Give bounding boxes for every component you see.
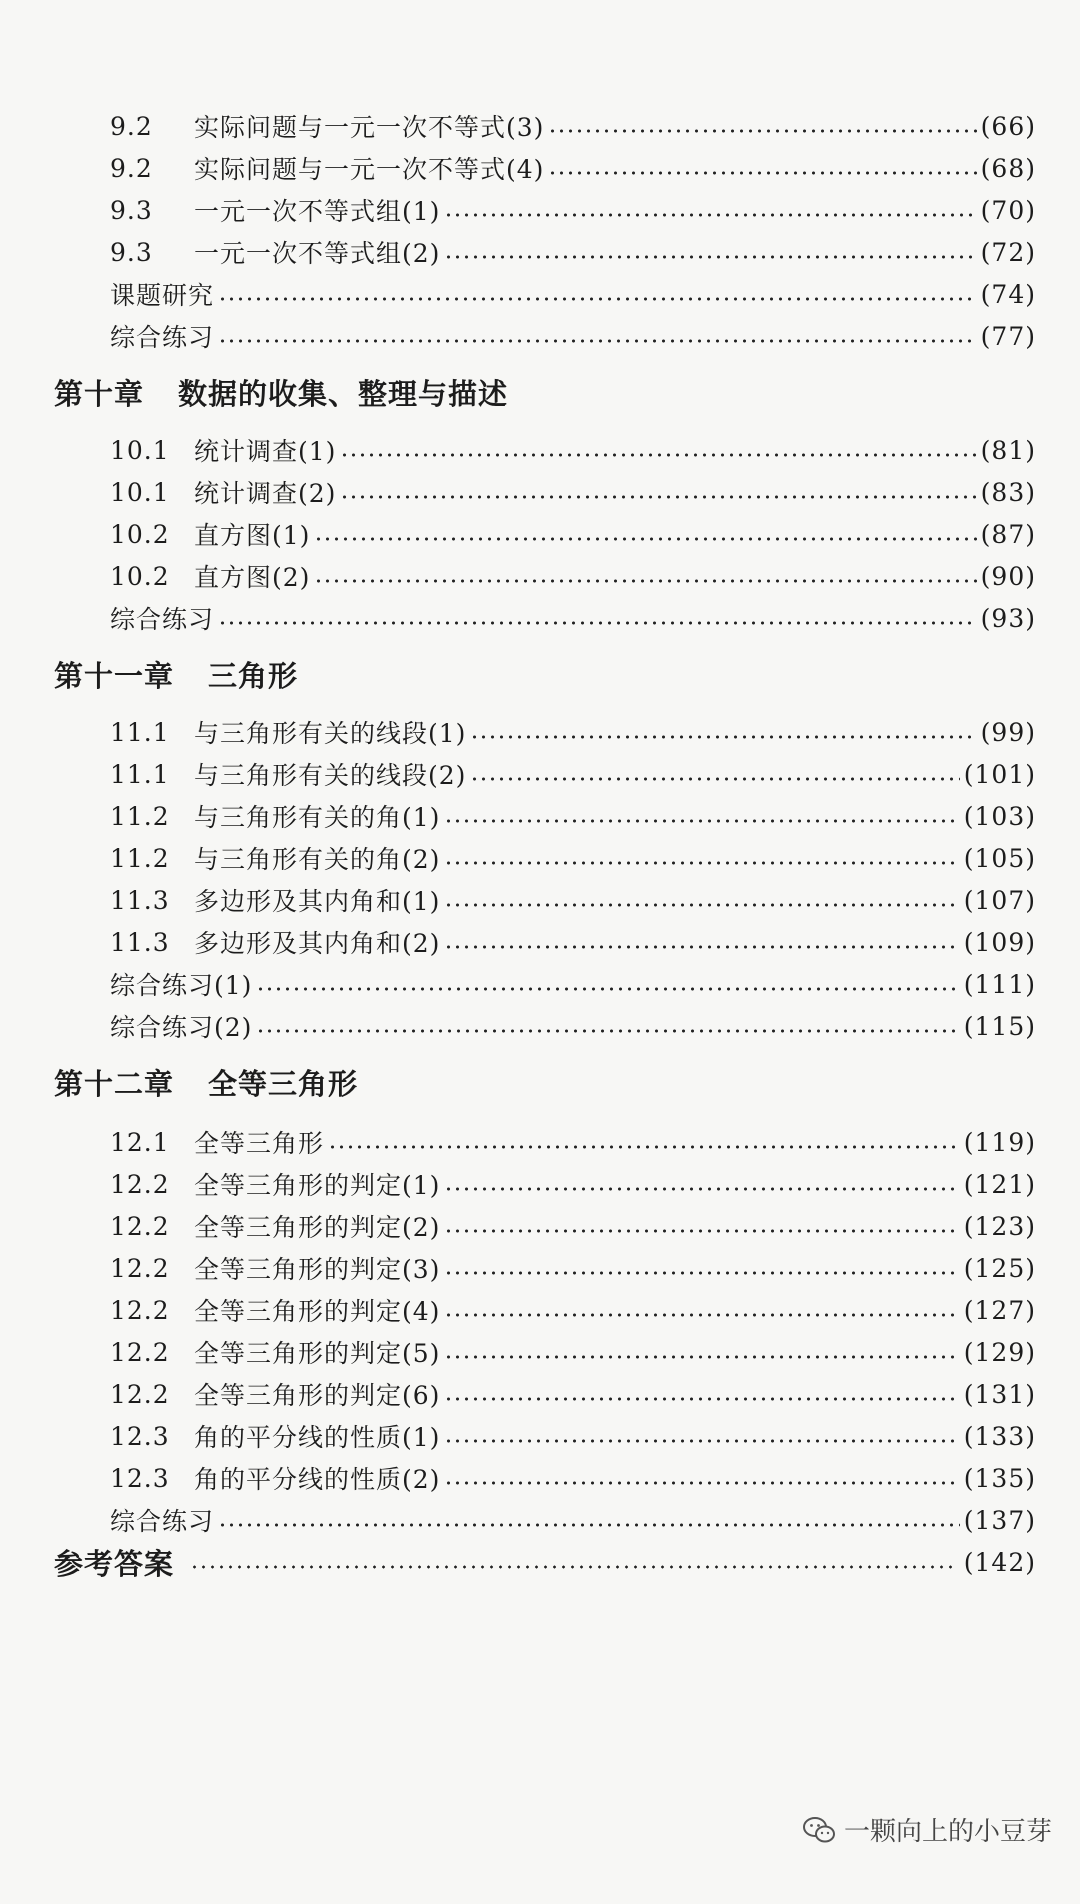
entry-title: 统计调查(1)	[194, 437, 337, 466]
toc-entry[interactable]	[110, 274, 1036, 314]
toc-entry[interactable]	[110, 1006, 1036, 1046]
toc-entry[interactable]	[110, 1248, 1036, 1288]
entry-title: 角的平分线的性质(2)	[194, 1465, 441, 1494]
toc-entry[interactable]	[110, 1374, 1036, 1414]
chapter-label: 第十一章	[54, 659, 175, 693]
entry-title: 全等三角形的判定(1)	[194, 1171, 441, 1200]
dot-leader	[340, 495, 976, 499]
entry-title: 与三角形有关的角(2)	[194, 845, 441, 874]
section-number: 12.2	[110, 1337, 170, 1367]
section-number: 10.1	[110, 435, 170, 465]
page-number: (70)	[980, 195, 1036, 225]
dot-leader	[218, 339, 977, 343]
dot-leader	[444, 1187, 959, 1191]
entry-title: 全等三角形的判定(3)	[194, 1255, 441, 1284]
watermark	[802, 1811, 1052, 1848]
toc-entry[interactable]	[110, 106, 1036, 146]
entry-title: 与三角形有关的角(1)	[194, 803, 441, 832]
toc-entry[interactable]	[110, 754, 1036, 794]
dot-leader	[190, 1565, 958, 1569]
page-number: (90)	[980, 561, 1036, 591]
toc-entry[interactable]	[110, 190, 1036, 230]
entry-title: 全等三角形的判定(2)	[194, 1213, 441, 1242]
page-number: (142)	[963, 1547, 1036, 1577]
page-number: (81)	[980, 435, 1036, 465]
page-number: (72)	[980, 237, 1036, 267]
section-number: 10.2	[110, 519, 170, 549]
dot-leader	[444, 255, 976, 259]
toc-entry[interactable]	[110, 922, 1036, 962]
dot-leader	[444, 903, 959, 907]
dot-leader	[444, 1313, 959, 1317]
dot-leader	[548, 171, 976, 175]
entry-title: 综合练习(2)	[110, 1013, 253, 1042]
section-number: 11.1	[110, 759, 170, 789]
page-number: (87)	[980, 519, 1036, 549]
toc-entry[interactable]	[110, 1206, 1036, 1246]
answers-title: 参考答案	[54, 1546, 175, 1581]
section-number: 11.2	[110, 801, 170, 831]
dot-leader	[256, 1029, 959, 1033]
dot-leader	[340, 453, 976, 457]
toc-entry[interactable]	[110, 472, 1036, 512]
section-number: 11.3	[110, 927, 170, 957]
entry-title: 综合练习	[110, 1507, 215, 1536]
dot-leader	[548, 129, 976, 133]
section-number: 11.2	[110, 843, 170, 873]
section-number: 11.3	[110, 885, 170, 915]
dot-leader	[314, 537, 976, 541]
section-number: 12.3	[110, 1421, 170, 1451]
chapter-title: 全等三角形	[208, 1067, 359, 1101]
toc-entry[interactable]	[110, 1164, 1036, 1204]
toc-entry[interactable]	[110, 556, 1036, 596]
section-number: 12.2	[110, 1169, 170, 1199]
dot-leader	[444, 1355, 959, 1359]
dot-leader	[444, 213, 976, 217]
entry-title: 综合练习	[110, 323, 215, 352]
dot-leader	[444, 1229, 959, 1233]
toc-entry[interactable]	[110, 880, 1036, 920]
section-number: 9.3	[110, 237, 153, 267]
toc-entry[interactable]	[110, 712, 1036, 752]
section-number: 9.3	[110, 195, 153, 225]
page-number: (123)	[963, 1211, 1036, 1241]
toc-entry[interactable]	[110, 964, 1036, 1004]
dot-leader	[444, 819, 959, 823]
dot-leader	[444, 945, 959, 949]
entry-title: 全等三角形的判定(6)	[194, 1381, 441, 1410]
toc-entry[interactable]	[110, 1458, 1036, 1498]
page-number: (101)	[963, 759, 1036, 789]
entry-title: 直方图(1)	[194, 521, 311, 550]
section-number: 12.2	[110, 1253, 170, 1283]
section-number: 12.2	[110, 1211, 170, 1241]
entry-title: 统计调查(2)	[194, 479, 337, 508]
toc-entry[interactable]	[110, 796, 1036, 836]
page-number: (105)	[963, 843, 1036, 873]
toc-entry[interactable]	[110, 514, 1036, 554]
page-number: (131)	[963, 1379, 1036, 1409]
section-number: 9.2	[110, 153, 153, 183]
entry-title: 全等三角形	[194, 1129, 325, 1158]
page-number: (115)	[963, 1011, 1036, 1041]
toc-entry-answers[interactable]	[54, 1540, 1036, 1584]
section-number: 10.2	[110, 561, 170, 591]
entry-title: 综合练习	[110, 605, 215, 634]
section-number: 12.3	[110, 1463, 170, 1493]
section-number: 12.1	[110, 1127, 170, 1157]
toc-entry[interactable]	[110, 838, 1036, 878]
watermark-text: 一颗向上的小豆芽	[843, 1817, 1052, 1847]
page-number: (83)	[980, 477, 1036, 507]
page-number: (127)	[963, 1295, 1036, 1325]
section-number: 9.2	[110, 111, 153, 141]
page-number: (135)	[963, 1463, 1036, 1493]
entry-title: 全等三角形的判定(4)	[194, 1297, 441, 1326]
dot-leader	[444, 1439, 959, 1443]
dot-leader	[328, 1145, 960, 1149]
section-number: 11.1	[110, 717, 170, 747]
entry-title: 与三角形有关的线段(1)	[194, 719, 467, 748]
chapter-heading[interactable]	[54, 1062, 358, 1103]
dot-leader	[218, 297, 977, 301]
entry-title: 角的平分线的性质(1)	[194, 1423, 441, 1452]
page-number: (111)	[963, 969, 1036, 999]
toc-entry[interactable]	[110, 598, 1036, 638]
page-number: (137)	[963, 1505, 1036, 1535]
dot-leader	[470, 777, 959, 781]
entry-title: 实际问题与一元一次不等式(3)	[194, 113, 545, 142]
page-number: (109)	[963, 927, 1036, 957]
section-number: 12.2	[110, 1295, 170, 1325]
page-number: (99)	[980, 717, 1036, 747]
page-number: (68)	[980, 153, 1036, 183]
page-number: (133)	[963, 1421, 1036, 1451]
toc-entry[interactable]	[110, 1332, 1036, 1372]
toc-entry[interactable]	[110, 1122, 1036, 1162]
section-number: 10.1	[110, 477, 170, 507]
toc-entry[interactable]	[110, 430, 1036, 470]
chapter-label: 第十章	[54, 377, 145, 411]
page-number: (121)	[963, 1169, 1036, 1199]
entry-title: 直方图(2)	[194, 563, 311, 592]
toc-entry[interactable]	[110, 148, 1036, 188]
entry-title: 一元一次不等式组(1)	[194, 197, 441, 226]
page-number: (125)	[963, 1253, 1036, 1283]
dot-leader	[444, 1397, 959, 1401]
entry-title: 与三角形有关的线段(2)	[194, 761, 467, 790]
chapter-heading[interactable]	[54, 654, 298, 695]
dot-leader	[470, 735, 976, 739]
toc-entry[interactable]	[110, 1500, 1036, 1540]
entry-title: 课题研究	[110, 281, 215, 310]
dot-leader	[218, 621, 977, 625]
dot-leader	[314, 579, 976, 583]
dot-leader	[444, 1481, 959, 1485]
page-number: (66)	[980, 111, 1036, 141]
entry-title: 多边形及其内角和(1)	[194, 887, 441, 916]
section-number: 12.2	[110, 1379, 170, 1409]
chapter-label: 第十二章	[54, 1067, 175, 1101]
page-number: (103)	[963, 801, 1036, 831]
page-number: (93)	[980, 603, 1036, 633]
entry-title: 一元一次不等式组(2)	[194, 239, 441, 268]
dot-leader	[256, 987, 959, 991]
toc-entry[interactable]	[110, 232, 1036, 272]
dot-leader	[444, 861, 959, 865]
page-number: (129)	[963, 1337, 1036, 1367]
entry-title: 全等三角形的判定(5)	[194, 1339, 441, 1368]
entry-title: 实际问题与一元一次不等式(4)	[194, 155, 545, 184]
toc-entry[interactable]	[110, 1416, 1036, 1456]
page-number: (77)	[980, 321, 1036, 351]
toc-entry[interactable]	[110, 316, 1036, 356]
chapter-heading[interactable]	[54, 372, 508, 413]
dot-leader	[218, 1523, 960, 1527]
page-number: (74)	[980, 279, 1036, 309]
chapter-title: 三角形	[208, 659, 299, 693]
page-number: (119)	[963, 1127, 1036, 1157]
toc-entry[interactable]	[110, 1290, 1036, 1330]
entry-title: 多边形及其内角和(2)	[194, 929, 441, 958]
wechat-icon	[802, 1815, 836, 1845]
entry-title: 综合练习(1)	[110, 971, 253, 1000]
dot-leader	[444, 1271, 959, 1275]
chapter-title: 数据的收集、整理与描述	[178, 377, 509, 411]
page-number: (107)	[963, 885, 1036, 915]
